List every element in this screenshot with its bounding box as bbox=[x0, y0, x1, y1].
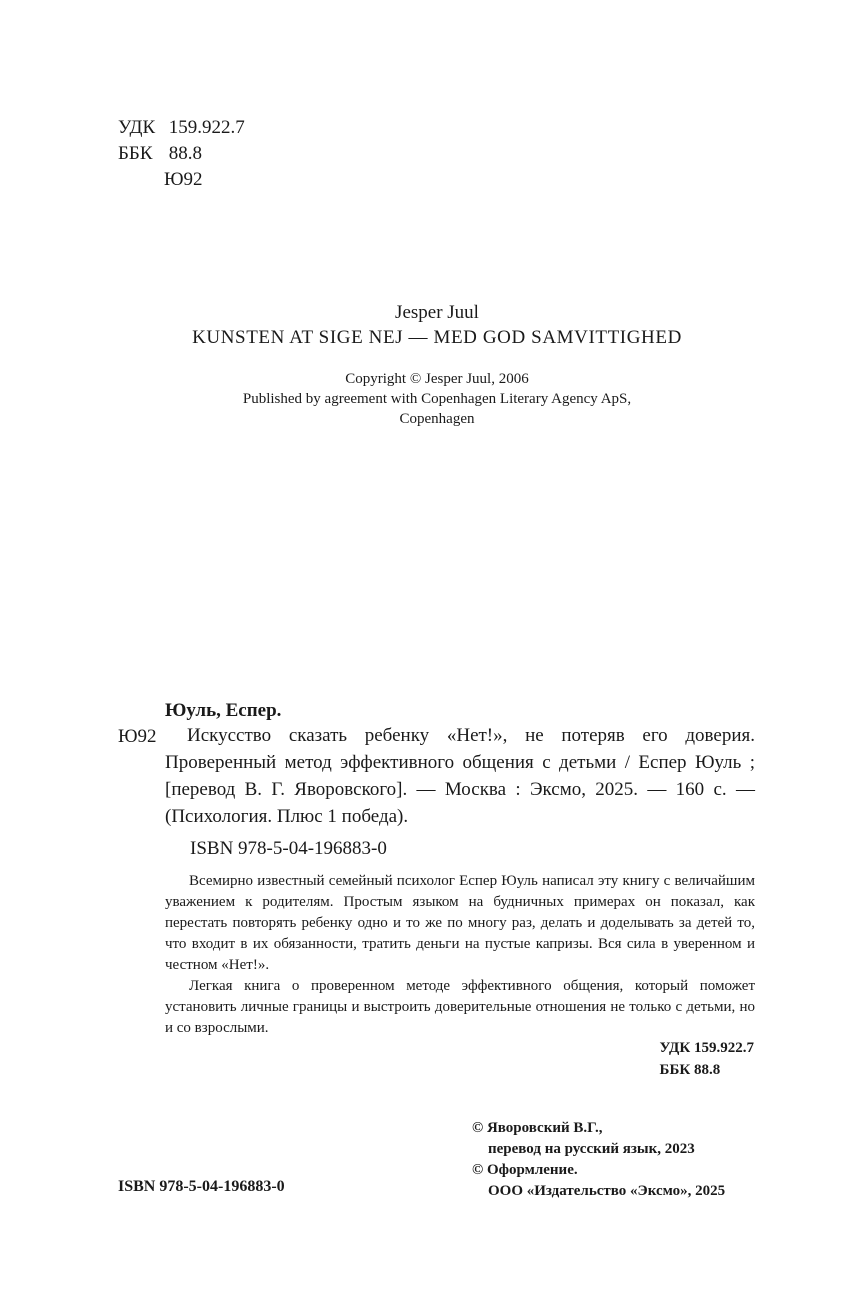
bbk-value: 88.8 bbox=[168, 143, 202, 164]
copyright-translator-2: перевод на русский язык, 2023 bbox=[488, 1141, 695, 1157]
published-line-2: Copenhagen bbox=[399, 411, 475, 427]
catalog-author-heading: Юуль, Еспер. bbox=[165, 700, 282, 721]
catalog-bbk: ББК 88.8 bbox=[659, 1062, 721, 1078]
udk-line bbox=[118, 115, 245, 141]
original-author: Jesper Juul bbox=[395, 302, 479, 323]
catalog-author-mark: Ю92 bbox=[118, 726, 157, 747]
copyright-block bbox=[472, 1118, 725, 1202]
bbk-label: ББК bbox=[118, 143, 153, 164]
udk-value: 159.922.7 bbox=[168, 117, 245, 138]
udk-label: УДК bbox=[118, 117, 156, 138]
catalog-isbn: ISBN 978-5-04-196883-0 bbox=[190, 838, 387, 859]
published-line-1: Published by agreement with Copenhagen Literary Agency ApS, bbox=[242, 391, 632, 407]
annotation-paragraph-1: Всемирно известный семейный психолог Еспер Юуль написал эту книгу с величайшим уважением к родителям. Простым языком на будничных примерах он показал, как перестать повторять ребенку одно и то же по многу раз, делать и доделывать за детей то, что входит в их обязанности, тратить деньги на пустые капризы. Вся сила в уверенном и честном «Нет!». bbox=[165, 873, 755, 973]
original-title: KUNSTEN AT SIGE NEJ — MED GOD SAMVITTIGHED bbox=[192, 327, 682, 348]
copyright-design-2: ООО «Издательство «Эксмо», 2025 bbox=[488, 1183, 726, 1199]
catalog-udk: УДК 159.922.7 bbox=[659, 1040, 754, 1056]
catalog-description: Искусство сказать ребенку «Нет!», не потеряв его доверия. Проверенный метод эффективного общения с детьми / Еспер Юуль ; [перевод В. Г. Яворовского]. — Москва : Эксмо, 2025. — 160 с. — (Психология. Плюс 1 победа). bbox=[165, 725, 755, 827]
copyright-translator-1: © Яворовский В.Г., bbox=[472, 1120, 603, 1136]
copyright-design-1: © Оформление. bbox=[472, 1162, 578, 1178]
catalog-udk-bbk bbox=[660, 1037, 754, 1081]
bbk-line bbox=[118, 141, 202, 167]
author-mark: Ю92 bbox=[164, 169, 203, 190]
original-copyright: Copyright © Jesper Juul, 2006 bbox=[345, 371, 529, 387]
annotation-paragraph-2: Легкая книга о проверенном методе эффективного общения, который поможет установить личные границы и выстроить доверительные отношения не только с детьми, но и со взрослыми. bbox=[165, 978, 755, 1036]
footer-isbn: ISBN 978-5-04-196883-0 bbox=[118, 1178, 285, 1195]
